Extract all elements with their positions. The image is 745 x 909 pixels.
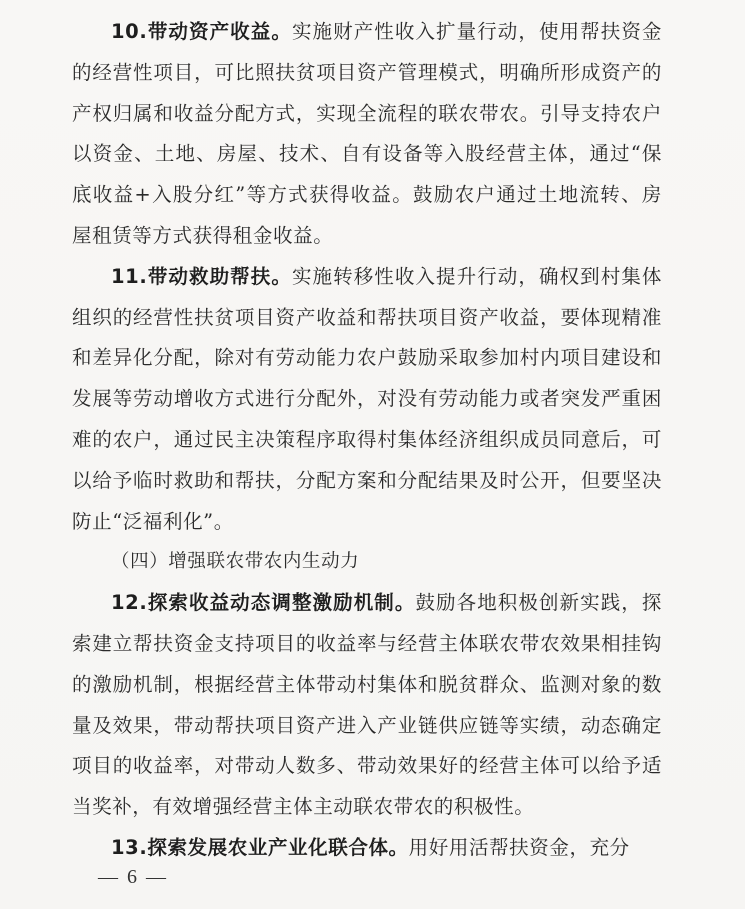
paragraph-item-12: [72, 583, 662, 828]
item-title: 带动救助帮扶。: [147, 264, 292, 288]
item-title: 探索发展农业产业化联合体。: [147, 835, 409, 859]
paragraph-item-13: [72, 828, 662, 869]
document-body: [72, 12, 662, 869]
item-title: 带动资产收益。: [147, 20, 292, 43]
item-number: 10.: [111, 20, 148, 43]
paragraph-item-11: [72, 257, 662, 543]
item-body: 实施转移性收入提升行动，确权到村集体组织的经营性扶贫项目资产收益和帮扶项目资产收益，要体现精准和差异化分配，除对有劳动能力农户鼓励采取参加村内项目建设和发展等劳动增收方式进行分配外，对没有劳动能力或者突发严重困难的农户，通过民主决策程序取得村集体经济组织成员同意后，可以给予临时救助和帮扶，分配方案和分配结果及时公开，但要坚决防止“泛福利化”。: [72, 264, 662, 533]
item-number: 11.: [111, 264, 148, 288]
item-number: 12.: [111, 591, 148, 615]
item-number: 13.: [111, 835, 148, 859]
paragraph-item-10: [72, 12, 662, 257]
item-body: 鼓励各地积极创新实践，探索建立帮扶资金支持项目的收益率与经营主体联农带农效果相挂钩的激励机制，根据经营主体带动村集体和脱贫群众、监测对象的数量及效果，带动帮扶项目资产进入产业链供应链等实绩，动态确定项目的收益率，对带动人数多、带动效果好的经营主体可以给予适当奖补，有效增强经营主体主动联农带农的积极性。: [72, 591, 662, 819]
page-number: — 6 —: [98, 866, 168, 888]
item-title: 探索收益动态调整激励机制。: [147, 591, 416, 615]
section-heading: （四）增强联农带农内生动力: [111, 551, 360, 573]
item-body: 用好用活帮扶资金，充分: [408, 835, 630, 859]
item-body: 实施财产性收入扩量行动，使用帮扶资金的经营性项目，可比照扶贫项目资产管理模式，明确所形成资产的产权归属和收益分配方式，实现全流程的联农带农。引导支持农户以资金、土地、房屋、技术、自有设备等入股经营主体，通过“保底收益+入股分红”等方式获得收益。鼓励农户通过土地流转、房屋租赁等方式获得租金收益。: [72, 20, 662, 247]
